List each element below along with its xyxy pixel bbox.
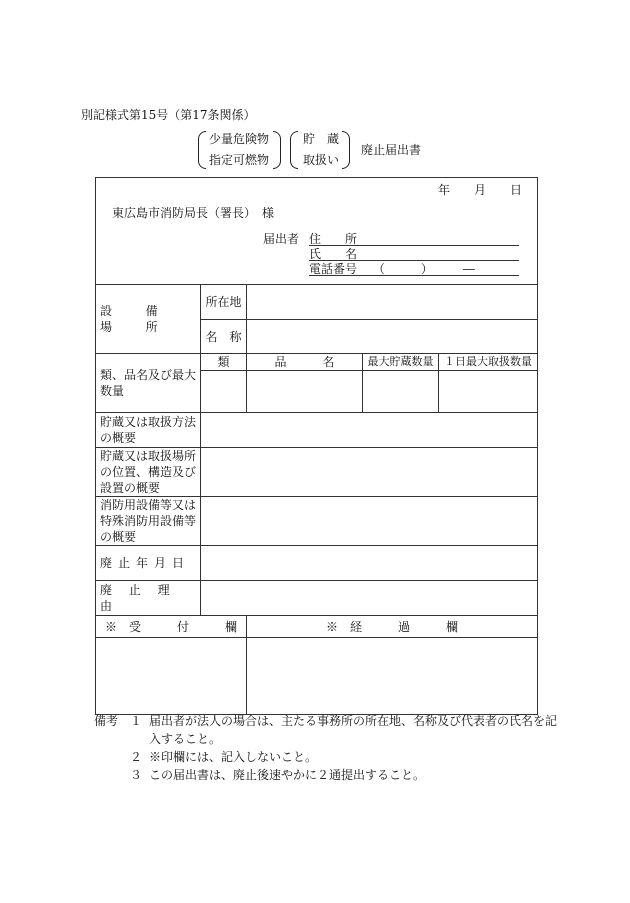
- title-group2-line2: 取扱い: [303, 153, 340, 167]
- location-field[interactable]: [247, 285, 538, 320]
- abolish-reason-label: 廃止理由: [96, 581, 201, 616]
- name-cell-label: 名 称: [201, 320, 247, 354]
- left-bracket-2: [290, 131, 298, 169]
- applicant-label: 届出者: [263, 232, 300, 246]
- note-3-text: この届出書は、廃止後速やかに２通提出すること。: [149, 768, 426, 782]
- method-label: 貯蔵又は取扱方法の概要: [96, 413, 201, 448]
- name-field[interactable]: [309, 246, 519, 261]
- category-label: 類、品名及び最大数量: [96, 354, 201, 413]
- title-group2-line1: 貯 蔵: [303, 132, 340, 146]
- note-1-number: １: [130, 714, 143, 728]
- col-max-storage-header: 最大貯蔵数量: [363, 354, 439, 371]
- col-item-header: 品 名: [247, 354, 363, 371]
- method-field[interactable]: [201, 413, 538, 448]
- addressee: 東広島市消防局長（署長） 様: [112, 206, 275, 220]
- note-2-number: ２: [130, 750, 143, 764]
- title-group1-line1: 少量危険物: [209, 132, 270, 146]
- fire-equipment-label: 消防用設備等又は特殊消防用設備等の概要: [96, 497, 201, 546]
- progress-field: [247, 638, 538, 715]
- form-table: [95, 177, 538, 715]
- abolish-date-label: 廃止年月日: [96, 546, 201, 581]
- form-number-label: 別記様式第15号（第17条関係）: [81, 108, 256, 122]
- class-field[interactable]: [201, 371, 247, 413]
- abolish-reason-field[interactable]: [201, 581, 538, 616]
- facility-location-label: 設 備 場 所: [96, 285, 201, 354]
- note-1-text: 届出者が法人の場合は、主たる事務所の所在地、名称及び代表者の氏名を記入すること。: [149, 714, 558, 746]
- structure-field[interactable]: [201, 448, 538, 497]
- header-section: [96, 178, 538, 285]
- address-label: 住 所: [309, 232, 358, 246]
- reception-header: ※ 受 付 欄: [96, 616, 247, 638]
- col-class-header: 類: [201, 354, 247, 371]
- structure-label: 貯蔵又は取扱場所の位置、構造及び設置の概要: [96, 448, 201, 497]
- fire-equipment-field[interactable]: [201, 497, 538, 546]
- notes-label: 備考: [94, 714, 119, 728]
- col-daily-max-header: １日最大取扱数量: [439, 354, 538, 371]
- name-label: 氏 名: [309, 247, 358, 261]
- address-field[interactable]: [309, 231, 519, 246]
- facility-name-field[interactable]: [247, 320, 538, 354]
- note-2-text: ※印欄には、記入しないこと。: [149, 750, 318, 764]
- note-3-number: ３: [130, 768, 143, 782]
- daily-max-field[interactable]: [439, 371, 538, 413]
- right-bracket-1: [273, 131, 281, 169]
- item-field[interactable]: [247, 371, 363, 413]
- reception-field: [96, 638, 247, 715]
- form-title: 廃止届出書: [361, 143, 422, 157]
- abolish-date-field[interactable]: [201, 546, 538, 581]
- title-group1-line2: 指定可燃物: [209, 153, 270, 167]
- date-line: 年 月 日: [438, 183, 523, 197]
- phone-label: 電話番号: [309, 262, 358, 276]
- left-bracket-1: [198, 131, 206, 169]
- phone-field[interactable]: [309, 261, 519, 276]
- right-bracket-2: [342, 131, 350, 169]
- progress-header: ※ 経 過 欄: [247, 616, 538, 638]
- phone-format: （ ） ―: [372, 262, 475, 276]
- location-label: 所在地: [201, 285, 247, 320]
- max-storage-field[interactable]: [363, 371, 439, 413]
